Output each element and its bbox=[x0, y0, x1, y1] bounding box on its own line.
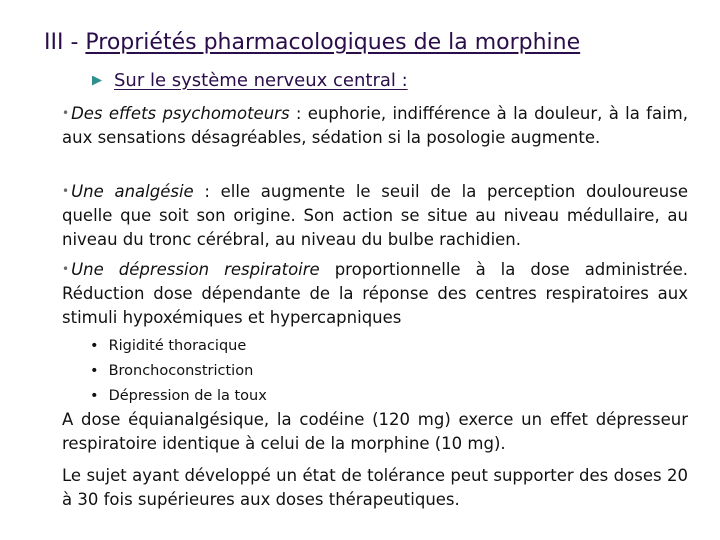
paragraph-text: : euphorie, indifférence à la douleur, à la faim, aux sensations désagréables, sédation si la posologie augmente. bbox=[62, 104, 688, 147]
paragraph-lead: Une dépression respiratoire bbox=[71, 260, 320, 279]
section-subheading bbox=[92, 70, 408, 91]
list-item-label: Dépression de la toux bbox=[108, 388, 267, 404]
paragraph-codeine: A dose équianalgésique, la codéine (120 mg) exerce un effet dépresseur respiratoire identique à celui de la morphine (10 mg). bbox=[62, 410, 688, 453]
title-number: III - bbox=[44, 30, 86, 55]
paragraph-lead: Une analgésie bbox=[71, 182, 194, 201]
paragraph-analgesia bbox=[62, 179, 688, 252]
list-item bbox=[90, 384, 267, 409]
triangle-bullet-icon bbox=[92, 76, 102, 86]
paragraph-psychomotor bbox=[62, 101, 688, 150]
bullet-dot-icon: • bbox=[90, 338, 99, 354]
list-item-label: Rigidité thoracique bbox=[108, 338, 247, 354]
paragraph-lead: Des effets psychomoteurs bbox=[71, 104, 290, 123]
paragraph-respiratory-depression bbox=[62, 257, 688, 330]
sub-bullet-list bbox=[90, 334, 267, 409]
list-item bbox=[90, 359, 267, 384]
bullet-dot-icon: • bbox=[62, 184, 70, 198]
paragraph-tolerance: Le sujet ayant développé un état de tolérance peut supporter des doses 20 à 30 fois supérieures aux doses thérapeutiques. bbox=[62, 466, 688, 509]
list-item-label: Bronchoconstriction bbox=[108, 363, 254, 379]
bullet-dot-icon: • bbox=[90, 388, 99, 404]
subheading-text: Sur le système nerveux central : bbox=[114, 70, 408, 91]
title-text: Propriétés pharmacologiques de la morphine bbox=[85, 30, 581, 55]
bullet-dot-icon: • bbox=[62, 262, 70, 276]
page-title bbox=[44, 30, 580, 55]
paragraph-text: proportionnelle à la dose administrée. Réduction dose dépendante de la réponse des centres respiratoires aux stimuli hypoxémiques et hypercapniques bbox=[62, 260, 689, 327]
bullet-dot-icon: • bbox=[90, 363, 99, 379]
bullet-dot-icon: • bbox=[62, 106, 70, 120]
paragraph-text: : elle augmente le seuil de la perception douloureuse quelle que soit son origine. Son action se situe au niveau médullaire, au niveau du tronc cérébral, au niveau du bulbe rachidien. bbox=[62, 182, 688, 249]
list-item bbox=[90, 334, 267, 359]
